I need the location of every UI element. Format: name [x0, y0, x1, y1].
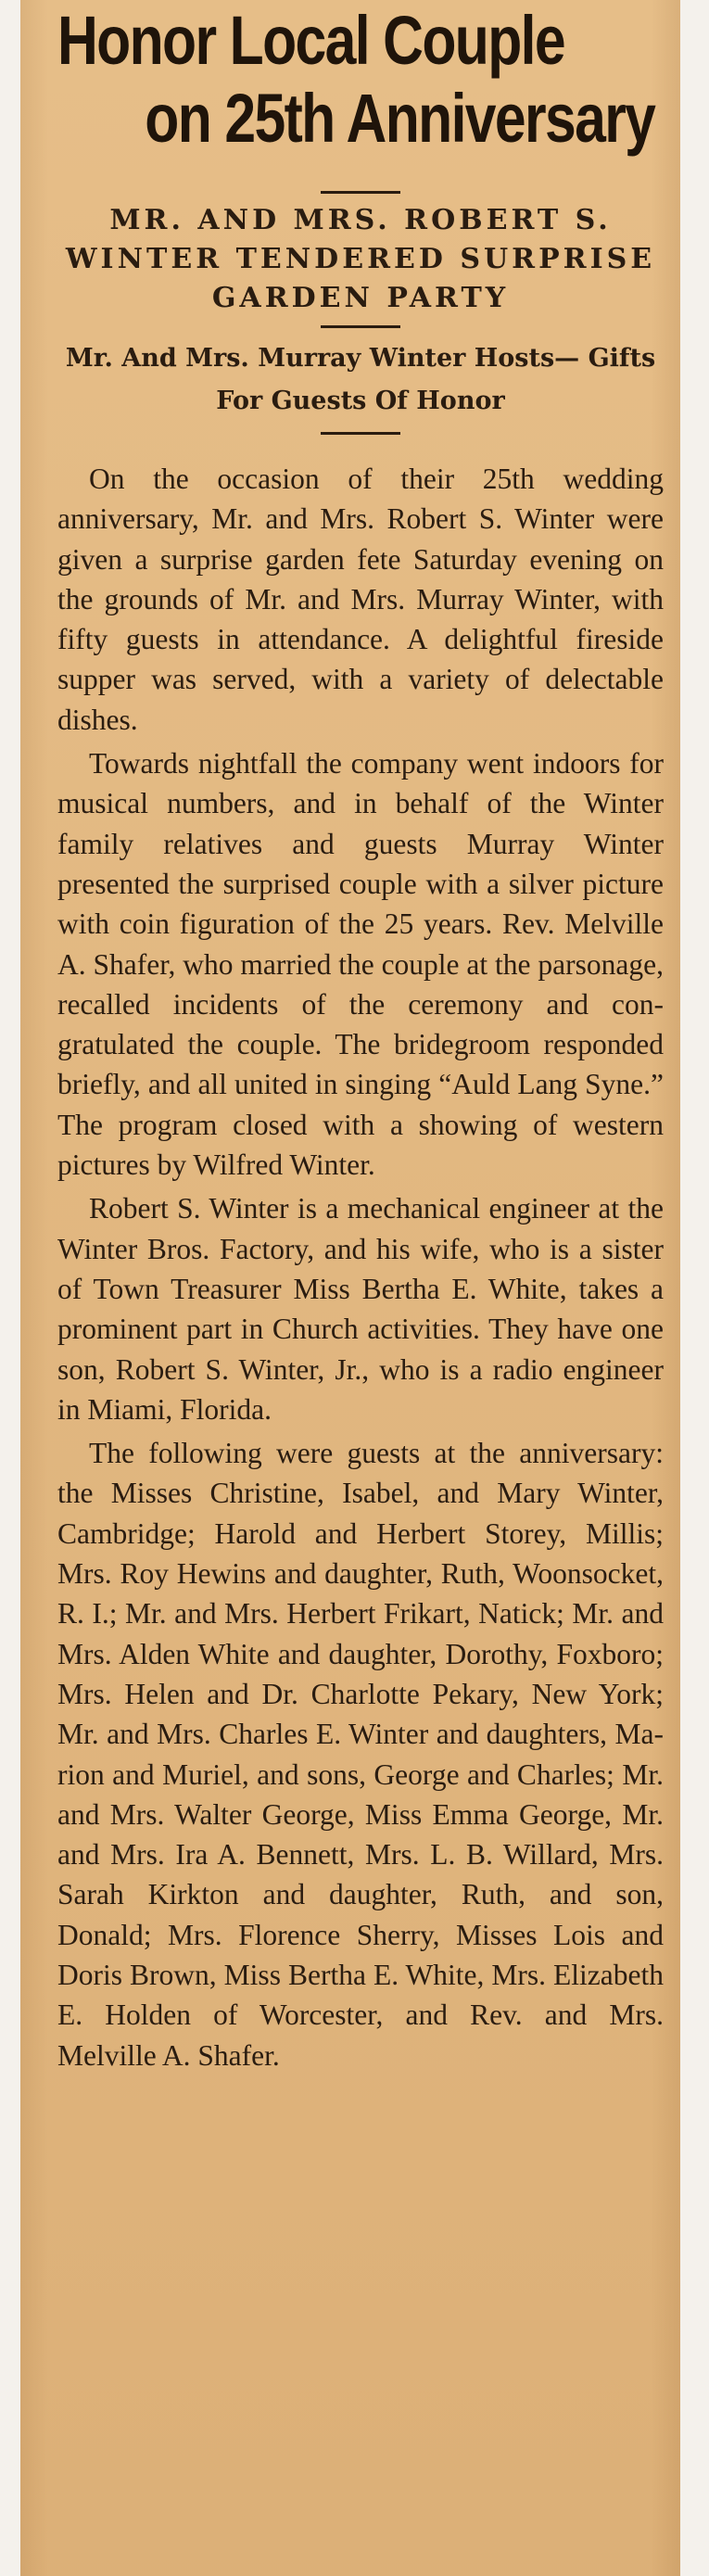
subheadline: MR. AND MRS. ROBERT S. WINTER TENDERED SURPRISE GARDEN PARTY — [65, 204, 656, 314]
headline-line-1: Honor Local Couple — [57, 2, 564, 79]
divider-rule — [321, 325, 400, 328]
article-body — [57, 459, 664, 2075]
article-paragraph: On the occasion of their 25th wedding anniversary, Mr. and Mrs. Robert S. Winter were given a surprise garden fete Saturday evening on the grounds of Mr. and Mrs. Murray Winter, with fifty guests in attendance. A delightful fireside supper was served, with a variety of delectable dishes. — [57, 463, 664, 736]
article-paragraph: Robert S. Winter is a mechanical engineer at the Winter Bros. Factory, and his wife, who is a sister of Town Treasurer Miss Bertha E. White, takes a prominent part in Church activities. They have one son, Robert S. Winter, Jr., who is a radio engineer in Miami, Florida. — [57, 1192, 664, 1426]
article-paragraph: Towards nightfall the company went indoors for musical numbers, and in behalf of the Winter family relatives and guests Murray Winter presented the surprised couple with a silver picture with coin figuration of the 25 years. Rev. Melville A. Shafer, who married the couple at the parsonage, recalled incidents of the ceremony and congratulated the couple. The bridegroom responded briefly, and all united in singing “Auld Lang Syne.” The program closed with a showing of western pictures by Wilfred Winter. — [57, 747, 664, 1182]
article-paragraph: The following were guests at the anniversary: the Misses Christine, Isabel, and Mary Winter, Cambridge; Harold and Herbert Storey, Millis; Mrs. Roy Hewins and daughter, Ruth, Woonsocket, R. I.; Mr. and Mrs. Herbert Frikart, Natick; Mr. and Mrs. Alden White and daughter, Dorothy, Foxboro; Mrs. Helen and Dr. Charlotte Pekary, New York; Mr. and Mrs. Charles E. Winter and daughters, Marion and Muriel, and sons, George and Charles; Mr. and Mrs. Walter George, Miss Emma George, Mr. and Mrs. Ira A. Bennett, Mrs. L. B. Willard, Mrs. Sarah Kirkton and daughter, Ruth, and son, Donald; Mrs. Florence Sherry, Misses Lois and Doris Brown, Miss Bertha E. White, Mrs. Elizabeth E. Holden of Worcester, and Rev. and Mrs. Melville A. Shafer. — [57, 1437, 664, 2072]
divider-rule — [321, 432, 400, 435]
newspaper-clipping — [20, 0, 680, 2576]
deck: Mr. And Mrs. Murray Winter Hosts— Gifts For Guests Of Honor — [65, 344, 656, 415]
divider-rule — [321, 191, 400, 194]
headline — [57, 2, 655, 158]
headline-line-2: on 25th Anniversary — [145, 80, 655, 157]
